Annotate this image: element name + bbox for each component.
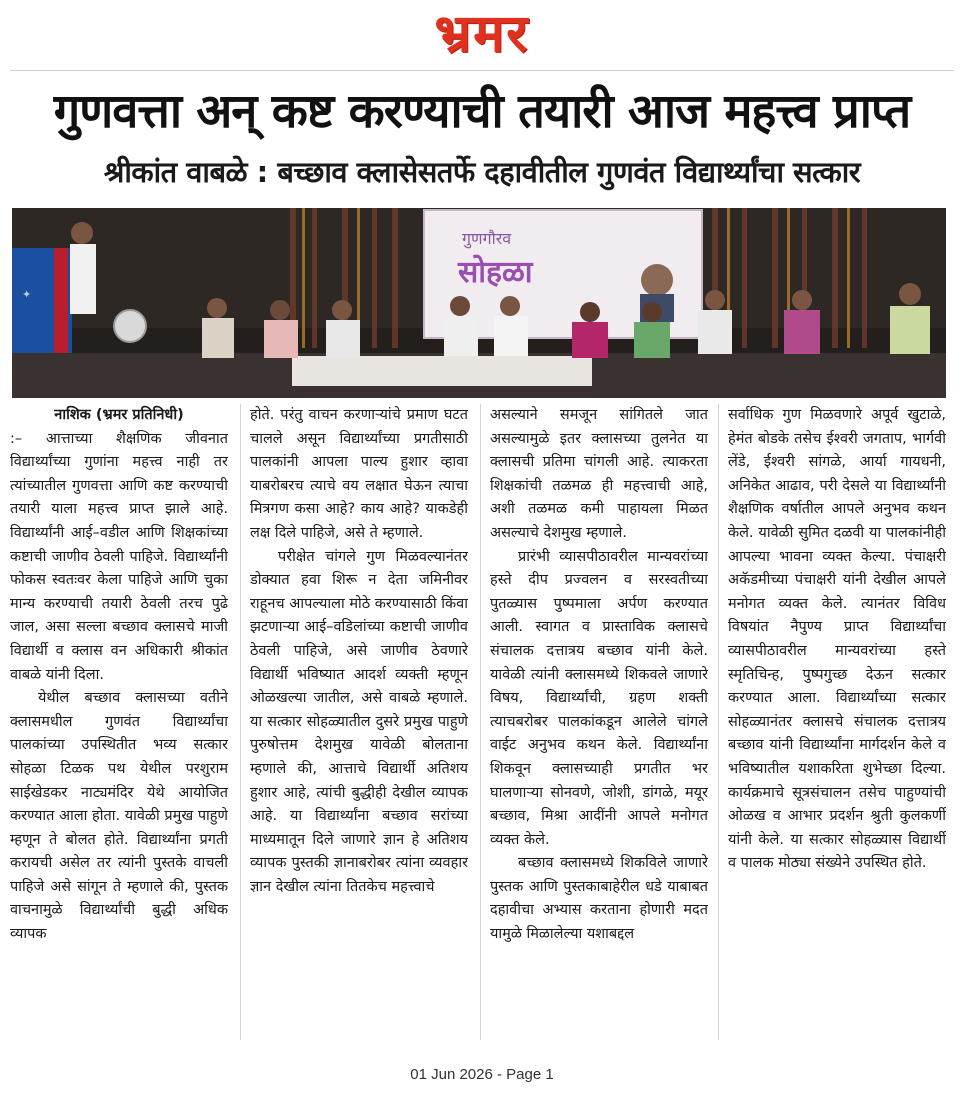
dateline: नाशिक (भ्रमर प्रतिनिधी) bbox=[54, 407, 184, 423]
article-column-3 bbox=[490, 404, 708, 1044]
masthead-divider bbox=[10, 70, 954, 71]
article-column-2 bbox=[250, 404, 468, 1044]
column-rule bbox=[718, 404, 719, 1040]
article-column-1 bbox=[10, 404, 228, 1044]
article-paragraph: परीक्षेत चांगले गुण मिळवल्यानंतर डोक्यात हवा शिरू न देता जमिनीवर राहूनच आपल्याला मोठे करण्यासाठी किंवा झटणाऱ्या आई–वडिलांच्या कष्टाची जाणीव ठेवली पाहिजे, असे जाणीव ठेवणारे विद्यार्थी भविष्यात आदर्श व्यक्ती म्हणून ओळखल्या जातील, असे वाबळे म्हणाले. या सत्कार सोहळ्यातील दुसरे प्रमुख पाहुणे पुरुषोत्तम देशमुख यावेळी बोलताना म्हणाले की, आत्ताचे विद्यार्थी अतिशय हुशार आहे, त्यांची बुद्धीही देखील व्यापक आहे. या विद्यार्थ्यांना बच्छाव सरांच्या माध्यमातून दिले जाणारे ज्ञान हे अतिशय व्यापक पुस्तकी ज्ञानाबरोबर त्यांना व्यवहार ज्ञान देखील त्यांना तितकेच महत्त्वाचे bbox=[250, 548, 468, 895]
article-column-4 bbox=[728, 404, 946, 1044]
article-paragraph: प्रारंभी व्यासपीठावरील मान्यवरांच्या हस्ते दीप प्रज्वलन व सरस्वतीच्या पुतळ्यास पुष्पमाला अर्पण करण्यात आली. स्वागत व प्रास्ताविक क्लासचे संचालक दत्तात्रय बच्छाव यांनी केले. यावेळी त्यांनी क्लासमध्ये शिकवले जाणारे विषय, विद्यार्थ्यांची, ग्रहण शक्ती त्याचबरोबर पालकांकडून आलेले चांगले वाईट अनुभव कथन केले. विद्यार्थ्यांना शिकवून क्लासच्याही प्रगतीत भर घालणाऱ्या सोनवणे, जोशी, डांगळे, मयूर बच्छाव, मिश्रा आदींनी आपले मनोगत व्यक्त केले. bbox=[490, 548, 708, 848]
column-rule bbox=[240, 404, 241, 1040]
article-paragraph: सर्वाधिक गुण मिळवणारे अपूर्व खुटाळे, हेमंत बोडके तसेच ईश्वरी जगताप, भार्गवी लेंडे, ईश्वरी सांगळे, आर्या गायधनी, अनिकेत आढाव, परी देसले या विद्यार्थ्यांनी शैक्षणिक वर्षातील आपले अनुभव कथन केले. यावेळी सुमित दळवी या पालकांनीही आपल्या भावना व्यक्त केल्या. पंचाक्षरी अकॅडमीच्या पंचाक्षरी यांनी देखील आपले मनोगत व्यक्त केले. त्यानंतर विविध विषयांत नैपुण्य प्राप्त विद्यार्थ्यांचा व्यासपीठावरील मान्यवरांच्या हस्ते स्मृतिचिन्ह, पुष्पगुच्छ देऊन सत्कार करण्यात आला. विद्यार्थ्यांच्या सत्कार सोहळ्यानंतर क्लासचे संचालक दत्तात्रय बच्छाव यांनी विद्यार्थ्यांना मार्गदर्शन केले व भविष्यातील यशाकरिता शुभेच्छा दिल्या. कार्यक्रमाचे सूत्रसंचालन तसेच पाहुण्यांची ओळख व आभार प्रदर्शन श्रुती कुलकर्णी यांनी केले. या सत्कार सोहळ्यास विद्यार्थी व पालक मोठ्या संख्येने उपस्थित होते. bbox=[728, 407, 946, 872]
headline: गुणवत्ता अन् कष्ट करण्याची तयारी आज महत्त्व प्राप्त bbox=[53, 84, 911, 139]
article-paragraph: येथील बच्छाव क्लासच्या वतीने क्लासमधील गुणवंत विद्यार्थ्यांचा पालकांच्या उपस्थितीत भव्य सत्कार सोहळा टिळक पथ येथील परशुराम साईखेडकर नाट्यमंदिर येथे आयोजित करण्यात आला होता. यावेळी प्रमुख पाहुणे म्हणून ते बोलत होते. विद्यार्थ्यांना प्रगती करायची असेल तर त्यांनी पुस्तके वाचली पाहिजे असे सांगून ते म्हणाले की, पुस्तक वाचनामुळे विद्यार्थ्यांची बुद्धी अधिक व्यापक bbox=[10, 690, 228, 943]
article-paragraph: बच्छाव क्लासमध्ये शिकविले जाणारे पुस्तक आणि पुस्तकाबाहेरील धडे याबाबत दहावीचा अभ्यास करताना होणारी मदत यामुळे मिळालेल्या यशाबद्दल bbox=[490, 855, 708, 943]
column-rule bbox=[480, 404, 481, 1040]
event-photo bbox=[12, 208, 946, 398]
banner-subtitle: सोहळा bbox=[458, 255, 533, 290]
article-paragraph: असल्याने समजून सांगितले जात असल्यामुळे इतर क्लासच्या तुलनेत या क्लासची प्रतिमा चांगली आहे. त्याकरता शिक्षकांची तळमळ ही महत्त्वाची आहे, अशी तळमळ कमी पाहायला मिळत असल्याचे देशमुख म्हणाले. bbox=[490, 407, 708, 541]
newspaper-masthead bbox=[0, 4, 964, 64]
page-footer: 01 Jun 2026 - Page 1 bbox=[410, 1066, 554, 1083]
svg-text:✦: ✦ bbox=[22, 288, 32, 301]
article-paragraph: :– आत्ताच्या शैक्षणिक जीवनात विद्यार्थ्यांच्या गुणांना महत्त्व नाही तर त्यांच्यातील गुणवत्ता आणि कष्ट करण्याची तयारी याला महत्त्व प्राप्त झाले आहे. विद्यार्थ्यांनी आई–वडील आणि शिक्षकांच्या कष्टाची जाणीव ठेवली पाहिजे. विद्यार्थ्यांनी फोकस स्वतःवर केला पाहिजे आणि चुका मान्य करण्याची तयारी ठेवली तरच पुढे जाल, असा सल्ला बच्छाव क्लासचे माजी विद्यार्थी व क्लास वन अधिकारी श्रीकांत वाबळे यांनी दिला. bbox=[10, 430, 228, 683]
subheadline: श्रीकांत वाबळे : बच्छाव क्लासेसतर्फे दहावीतील गुणवंत विद्यार्थ्यांचा सत्कार bbox=[103, 155, 861, 189]
banner-title: गुणगौरव bbox=[462, 229, 512, 248]
article-paragraph: होते. परंतु वाचन करणाऱ्यांचे प्रमाण घटत चालले असून विद्यार्थ्यांच्या प्रगतीसाठी पालकांनी आपला पाल्य हुशार व्हावा याबरोबरच त्याचे वय लक्षात घेऊन त्याचा मित्रगण कसा आहे? काय आहे? याकडेही लक्ष दिले पाहिजे, असे ते म्हणाले. bbox=[250, 407, 468, 541]
masthead-logo: भ्रमर bbox=[434, 4, 530, 64]
